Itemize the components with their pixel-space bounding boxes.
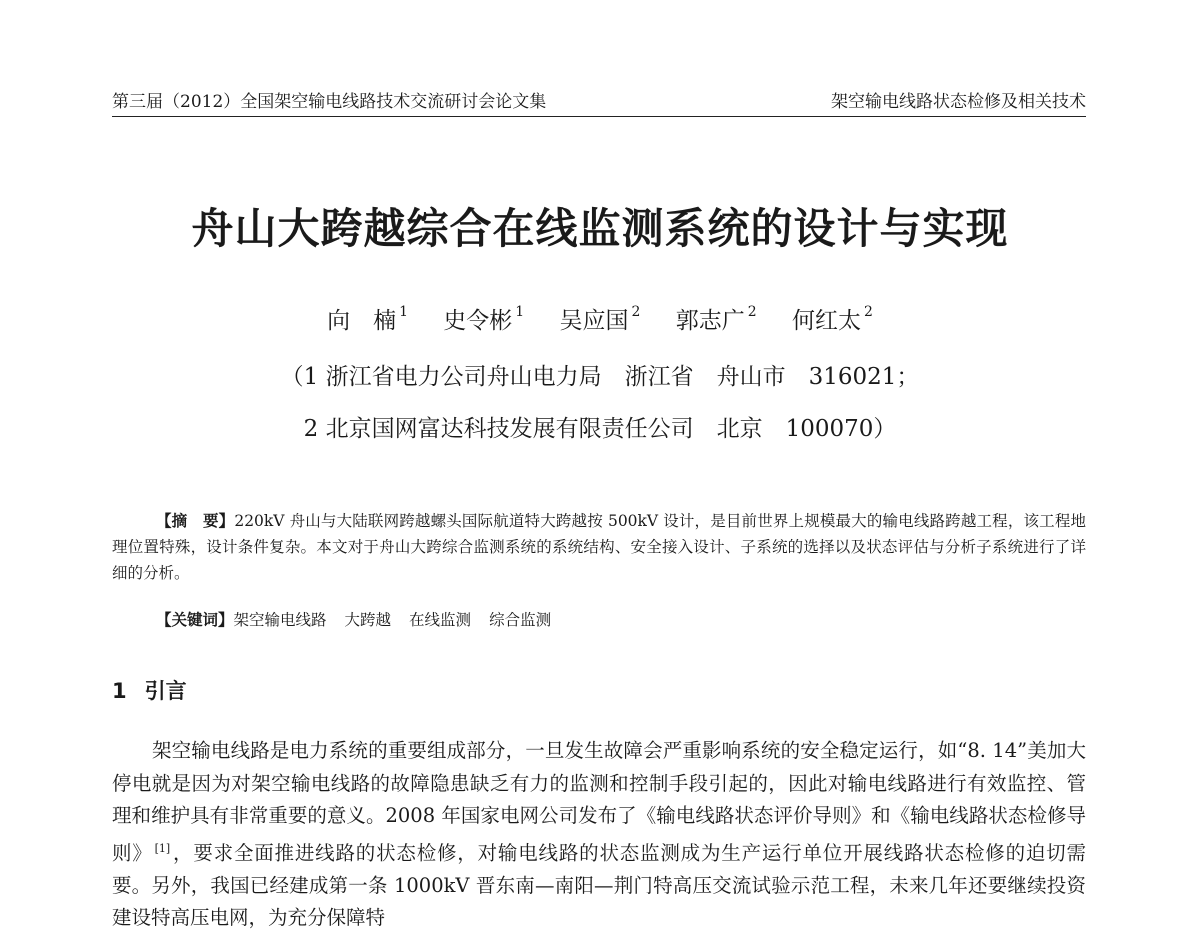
section-number: 1 — [112, 679, 127, 703]
keyword: 架空输电线路 — [233, 611, 327, 629]
author: 史令彬 $^1$ — [443, 304, 525, 334]
abstract — [112, 508, 1086, 586]
author: 郭志广 $^2$ — [675, 304, 757, 334]
section-title: 引言 — [144, 679, 187, 703]
affiliation-2: 2 北京国网富达科技发展有限责任公司 北京 100070） — [303, 416, 897, 442]
header-conference: 第三届（2012）全国架空输电线路技术交流研讨会论文集 — [112, 92, 547, 112]
abstract-label: 【摘 要】 — [156, 512, 235, 530]
author: 向 楠 $^1$ — [327, 304, 408, 334]
running-header — [112, 88, 1086, 117]
section-heading — [112, 675, 187, 705]
body-paragraph: 架空输电线路是电力系统的重要组成部分，一旦发生故障会严重影响系统的安全稳定运行，如“8. 14”美加大停电就是因为对架空输电线路的故障隐患缺乏有力的监测和控制手段引起的，因此对输电线路进行有效监控、管理和维护具有非常重要的意义。2008 年国家电网公司发布了《输电线路状态评价导则》和《输电线路状态检修导则》 [1] ，要求全面推进线路的状态检修，对输电线路的状态监测成为生产运行单位开展线路状态检修的迫切需要。另外，我国已经建成第一条 1000kV 晋东南—南阳—荆门特高压交流试验示范工程，未来几年还要继续投资建设特高压电网，为充分保障特 — [112, 739, 1086, 929]
author-list — [0, 302, 1200, 335]
author: 何红太 $^2$ — [792, 304, 873, 334]
paper-title: 舟山大跨越综合在线监测系统的设计与实现 — [191, 204, 1009, 253]
header-topic: 架空输电线路状态检修及相关技术 — [831, 92, 1086, 112]
keywords — [156, 607, 569, 633]
abstract-text: 220kV 舟山与大陆联网跨越螺头国际航道特大跨越按 500kV 设计，是目前世界上规模最大的输电线路跨越工程，该工程地理位置特殊，设计条件复杂。本文对于舟山大跨综合监测系统的系统结构、安全接入设计、子系统的选择以及状态评估与分析子系统进行了详细的分析。 — [112, 512, 1086, 582]
keywords-label: 【关键词】 — [156, 611, 234, 629]
keyword: 综合监测 — [489, 611, 552, 629]
author: 吴应国 $^2$ — [559, 304, 641, 334]
keyword: 在线监测 — [409, 611, 472, 629]
affiliation-1: （1 浙江省电力公司舟山电力局 浙江省 舟山市 316021； — [280, 364, 920, 390]
citation-ref: [1] — [154, 841, 171, 855]
keyword: 大跨越 — [344, 611, 392, 629]
